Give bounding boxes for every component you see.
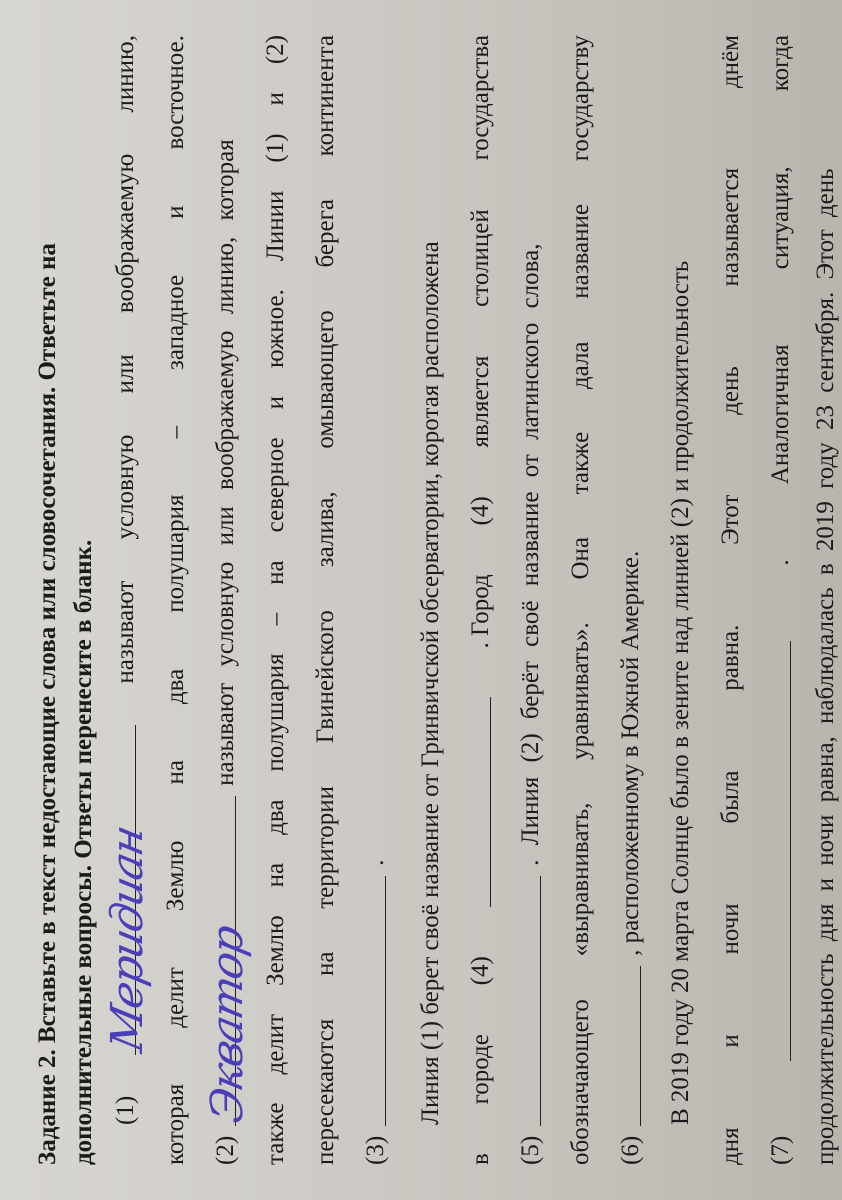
p2-line2: в городе (4) . Город (4) является столицей государства xyxy=(467,35,494,1165)
p3-line4: продолжительность дня и ночи равна, наблюдалась в 2019 году 23 сентября. Этот день xyxy=(812,168,839,1165)
task-heading: Задание 2. Вставьте в текст недостающие слова или словосочетания. Ответьте на xyxy=(34,243,61,1165)
p2-line5: (6) , расположенному в Южной Америке. xyxy=(617,550,644,1165)
worksheet-page xyxy=(11,15,839,1185)
blank-4[interactable] xyxy=(466,697,491,907)
blank-2[interactable] xyxy=(202,796,253,1128)
task-heading-cont: дополнительные вопросы. Ответы перенесите в бланк. xyxy=(70,539,97,1165)
blank-3[interactable] xyxy=(361,876,386,1126)
p1-line1: (1) Меридиан называют условную или воображаемую линию, xyxy=(102,35,153,1125)
task-heading-line2 xyxy=(69,35,99,1165)
p1-line5: пересекаются на территории Гвинейского залива, омывающего берега континента xyxy=(312,35,339,1165)
p2-line1: Линия (1) берет своё название от Гринвичской обсерватории, коротая расположена xyxy=(417,241,444,1125)
p1-line2: которая делит Землю на два полушария – западное и восточное. xyxy=(162,35,189,1165)
blank-5[interactable] xyxy=(516,876,541,1126)
p1-line6: (3) . xyxy=(362,859,389,1165)
blank-7[interactable] xyxy=(766,641,791,1061)
blank-1[interactable] xyxy=(102,725,153,1057)
blank-6[interactable] xyxy=(616,966,641,1126)
p2-line4: обозначающего «выравнивать, уравнивать». Она также дала название государству xyxy=(567,35,594,1165)
p1-line4: также делит Землю на два полушария – на северное и южное. Линии (1) и (2) xyxy=(262,35,289,1165)
handwritten-answer-2: Экватор xyxy=(202,922,253,1128)
p3-line3: (7) . Аналогичная ситуация, когда xyxy=(767,35,794,1165)
p2-line3: (5) . Линия (2) берёт своё название от латинского слова, xyxy=(517,243,544,1165)
task-heading-line1 xyxy=(33,35,63,1165)
p3-line1: В 2019 году 20 марта Солнце было в зените над линией (2) и продолжительность xyxy=(667,260,694,1125)
p3-line2: дня и ночи была равна. Этот день называется днём xyxy=(717,35,744,1165)
p1-line3: (2) Экватор называют условную или воображаемую линию, которая xyxy=(202,139,253,1165)
handwritten-answer-1: Меридиан xyxy=(102,822,153,1057)
